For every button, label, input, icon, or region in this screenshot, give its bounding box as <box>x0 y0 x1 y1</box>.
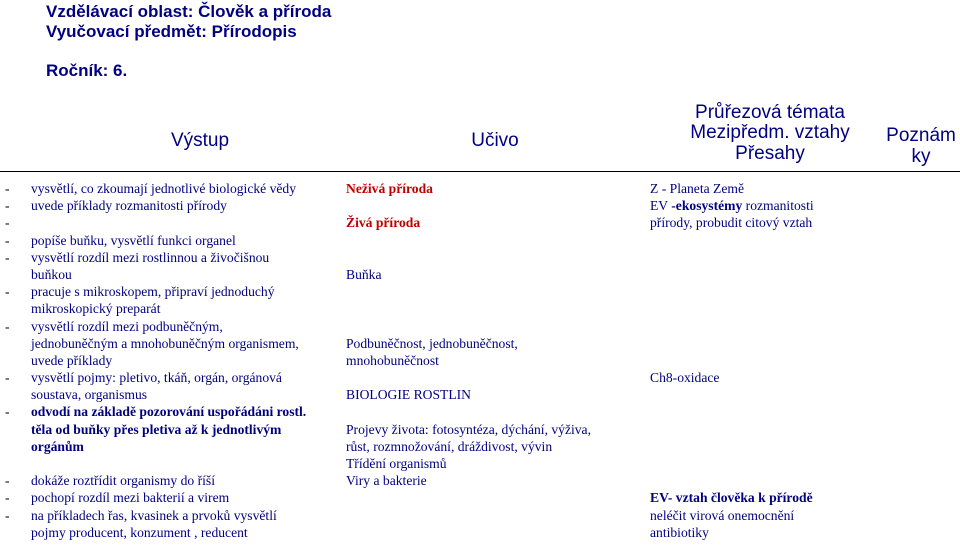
curriculum-line: BIOLOGIE ROSTLIN <box>346 387 471 403</box>
outcome-text: pracuje s mikroskopem, připraví jednoduchý <box>31 284 275 300</box>
outcome-line <box>5 214 306 231</box>
bullet-dash: - <box>5 232 10 248</box>
outcome-text: na příkladech řas, kvasinek a prvoků vysvětlí <box>31 507 277 523</box>
outcome-text: těla od buňky přes pletiva až k jednotlivým <box>31 421 282 437</box>
overlaps-title: Přesahy <box>735 143 805 164</box>
cross-topic-line <box>650 283 814 300</box>
bullet-dash: - <box>5 473 10 489</box>
bullet-dash: - <box>5 404 10 420</box>
curriculum-line <box>346 232 591 249</box>
cross-topic-line <box>650 438 814 455</box>
bullet-dash: - <box>5 490 10 506</box>
bullet-dash: - <box>5 198 10 214</box>
bullet-dash: - <box>5 507 10 523</box>
outcome-line <box>5 283 306 300</box>
bullet-dash: - <box>5 370 10 386</box>
cross-topic-line <box>650 318 814 335</box>
cross-topic-line: EV- vztah člověka k přírodě <box>650 490 813 506</box>
column-header-ucivo: Učivo <box>471 130 519 151</box>
cross-topic-line: Z - Planeta Země <box>650 181 744 196</box>
curriculum-line <box>346 249 591 266</box>
header-divider <box>0 171 960 172</box>
bullet-dash: - <box>5 284 10 300</box>
outcome-line <box>5 335 306 352</box>
outcome-text: pochopí rozdíl mezi bakterií a virem <box>31 490 230 506</box>
outcome-text: odvodí na základě pozorování uspořádáni rostl. <box>31 404 307 420</box>
cross-subject-title: Mezipředm. vztahy <box>690 122 850 143</box>
outcome-text: pojmy producent, konzument , reducent <box>31 524 248 540</box>
outcome-line <box>5 403 306 420</box>
cross-topic-line: antibiotiky <box>650 524 709 540</box>
outcome-line <box>5 524 306 541</box>
outcome-text: orgánům <box>31 438 84 454</box>
cross-topic-line <box>650 300 814 317</box>
outcome-text: vysvětlí rozdíl mezi rostlinnou a živočišnou <box>31 249 270 265</box>
cross-topic-line <box>650 335 814 352</box>
cross-topic-line <box>650 352 814 369</box>
curriculum-line: Neživá příroda <box>346 181 433 196</box>
bullet-dash: - <box>5 318 10 334</box>
outcome-line <box>5 266 306 283</box>
outcome-line <box>5 472 306 489</box>
curriculum-line <box>346 197 591 214</box>
cross-topic-rest: rozmanitosti <box>742 198 814 214</box>
cross-topic-line: Ch8-oxidace <box>650 370 720 386</box>
outcome-text: uvede příklady <box>31 352 113 368</box>
curriculum-line: Viry a bakterie <box>346 473 427 489</box>
outcome-text: buňkou <box>31 266 72 282</box>
cross-topic-line: přírody, probudit citový vztah <box>650 215 813 231</box>
bullet-dash: - <box>5 181 10 196</box>
outcome-line <box>5 489 306 506</box>
outcome-line <box>5 455 306 472</box>
notes-title-line2: ky <box>911 146 931 167</box>
outcome-line <box>5 249 306 266</box>
cross-topic-line <box>650 386 814 403</box>
outcome-text: jednobuněčným a mnohobuněčným organismem, <box>31 335 299 351</box>
bullet-dash: - <box>5 215 10 231</box>
cross-topic-line <box>650 266 814 283</box>
cross-topic-line <box>650 455 814 472</box>
curriculum-line: růst, rozmnožování, dráždivost, vývin <box>346 438 553 454</box>
outcome-line <box>5 318 306 335</box>
curriculum-line <box>346 300 591 317</box>
cross-topic-line <box>650 249 814 266</box>
outcomes-column <box>5 180 306 541</box>
curriculum-line: Buňka <box>346 266 382 282</box>
curriculum-line <box>346 403 591 420</box>
curriculum-line: Projevy života: fotosyntéza, dýchání, výživa, <box>346 421 591 437</box>
outcome-text: soustava, organismus <box>31 387 148 403</box>
cross-topic-line <box>650 472 814 489</box>
outcome-line <box>5 421 306 438</box>
cross-topic-line <box>650 197 814 214</box>
outcome-text: mikroskopický preparát <box>31 301 161 317</box>
outcome-line <box>5 352 306 369</box>
notes-title-line1: Poznám <box>886 125 956 146</box>
curriculum-line <box>346 318 591 335</box>
outcome-text: uvede příklady rozmanitosti přírody <box>31 198 227 214</box>
outcome-line <box>5 369 306 386</box>
outcome-line <box>5 386 306 403</box>
column-header-vystup: Výstup <box>170 130 230 151</box>
curriculum-line: Živá příroda <box>346 215 421 231</box>
cross-topic-line: neléčit virová onemocnění <box>650 507 795 523</box>
subject-heading: Vyučovací předmět: Přírodopis <box>46 22 297 41</box>
cross-topic-line <box>650 421 814 438</box>
outcome-line <box>5 507 306 524</box>
outcome-text: vysvětlí pojmy: pletivo, tkáň, orgán, orgánová <box>31 370 282 386</box>
curriculum-line: Třídění organismů <box>346 456 447 471</box>
bullet-dash: - <box>5 249 10 265</box>
outcome-line <box>5 180 306 197</box>
curriculum-line: mnohobuněčnost <box>346 352 439 368</box>
curriculum-line <box>346 283 591 300</box>
cross-topics-column <box>650 180 814 541</box>
outcome-text: popíše buňku, vysvětlí funkci organel <box>31 232 236 248</box>
curriculum-line: Podbuněčnost, jednobuněčnost, <box>346 335 518 351</box>
cross-topic-prefix: EV <box>650 198 672 214</box>
cross-topic-line <box>650 403 814 420</box>
outcome-line <box>5 438 306 455</box>
curriculum-column <box>346 180 591 489</box>
outcome-line <box>5 232 306 249</box>
outcome-text: dokáže roztřídit organismy do říší <box>31 473 215 489</box>
area-heading: Vzdělávací oblast: Člověk a příroda <box>46 2 332 21</box>
cross-topic-bold: -ekosystémy <box>671 198 743 214</box>
grade-heading: Ročník: 6. <box>46 61 128 80</box>
outcome-text: vysvětlí rozdíl mezi podbuněčným, <box>31 318 223 334</box>
outcome-text: vysvětlí, co zkoumají jednotlivé biologické vědy <box>31 181 297 196</box>
cross-topic-line <box>650 232 814 249</box>
cross-topics-title: Průřezová témata <box>695 102 845 123</box>
outcome-line <box>5 197 306 214</box>
curriculum-line <box>346 369 591 386</box>
outcome-line <box>5 300 306 317</box>
